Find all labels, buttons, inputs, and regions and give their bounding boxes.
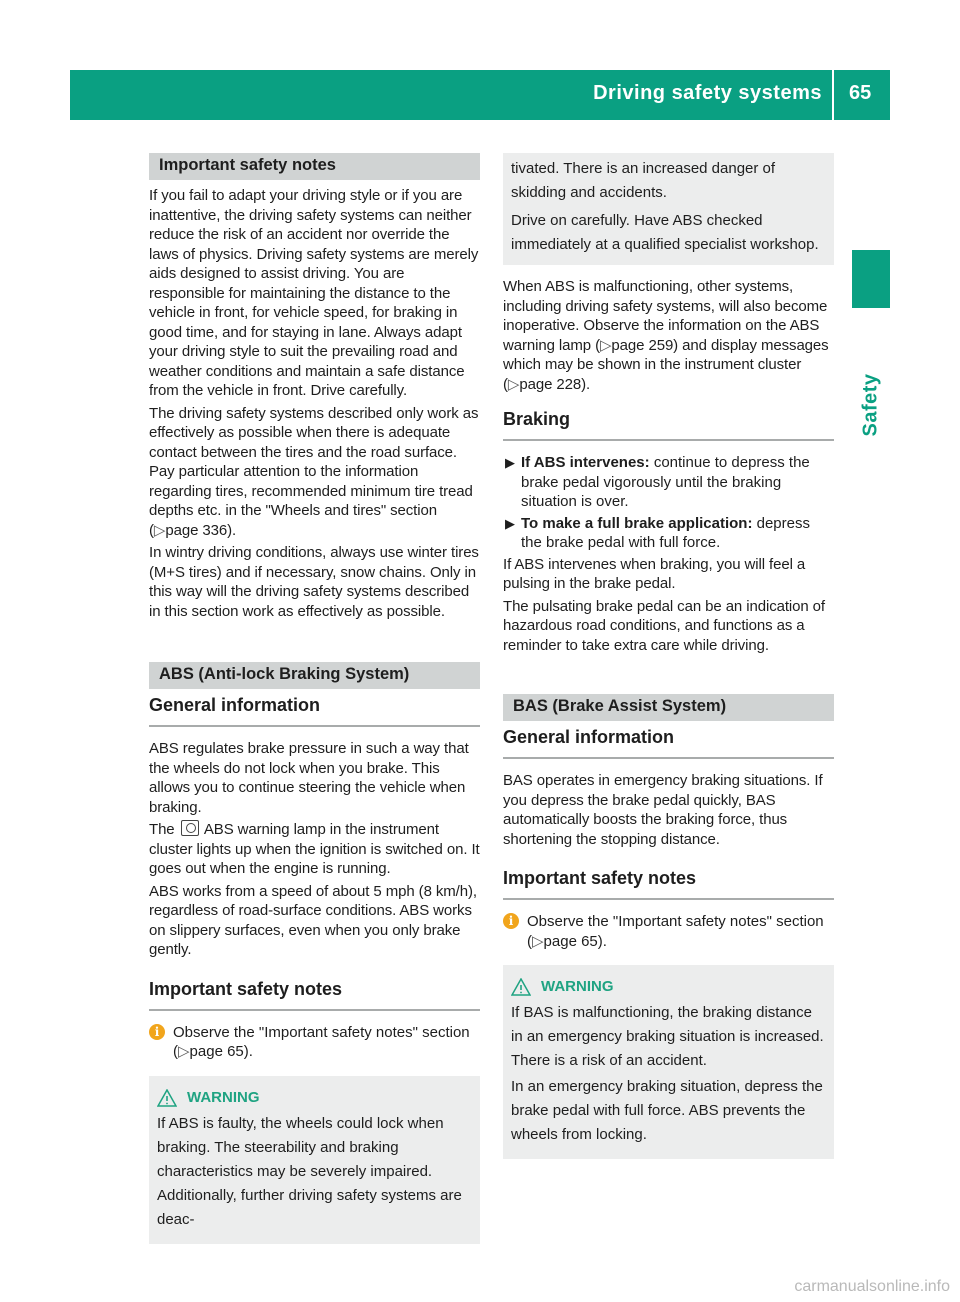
header-separator [832, 70, 834, 120]
paragraph: ABS works from a speed of about 5 mph (8 km/h), regardless of road-surface conditions. ABS works on slippery surfaces, even when you only brake gently. [149, 882, 477, 958]
subheading: General information [149, 695, 480, 727]
paragraph: When ABS is malfunctioning, other systems, including driving safety systems, will also become inoperative. Observe the information on the ABS warning lamp (▷page 259) and display messages which may be shown in the instrument cluster (▷page 228). [503, 278, 829, 393]
step-arrow-icon: ▶ [505, 455, 515, 470]
warning-text: tivated. There is an increased danger of skidding and accidents. [511, 160, 776, 201]
step-item: ▶ To make a full brake application: depress the brake pedal with full force. [505, 514, 810, 551]
page-ref-icon: ▷ [532, 932, 544, 950]
info-note: i Observe the "Important safety notes" section (▷page 65). [149, 1023, 480, 1062]
info-icon: i [503, 913, 519, 929]
warning-box: WARNING If ABS is faulty, the wheels could lock when braking. The steerability and braking characteristics may be severely impaired. Additionally, further driving safety systems are deac- [149, 1076, 480, 1244]
subheading: Important safety notes [503, 868, 834, 900]
step-arrow-icon: ▶ [505, 515, 515, 531]
page-ref-icon: ▷ [599, 336, 612, 354]
side-tab-label: Safety [859, 373, 882, 437]
paragraph: ABS regulates brake pressure in such a way that the wheels do not lock when you brake. This allows you to continue steering the vehicle when braking. [149, 740, 469, 816]
warning-text: If BAS is malfunctioning, the braking distance in an emergency braking situation is increased. There is a risk of an accident. [511, 1004, 824, 1069]
section-heading: ABS (Anti-lock Braking System) [149, 662, 480, 689]
info-note: i Observe the "Important safety notes" section (▷page 65). [503, 912, 834, 951]
paragraph: In wintry driving conditions, always use winter tires (M+S tires) and if necessary, snow chains. Only in this way will the driving safety systems described in this section work as effectively as possible. [149, 544, 479, 620]
page-ref-icon: ▷ [153, 521, 166, 539]
watermark: carmanualsonline.info [794, 1278, 950, 1295]
left-column [149, 153, 480, 1244]
paragraph: If ABS intervenes when braking, you will feel a pulsing in the brake pedal. [503, 555, 806, 592]
subheading: Important safety notes [149, 979, 480, 1011]
paragraph: The pulsating brake pedal can be an indication of hazardous road conditions, and functions as a reminder to take extra care while driving. [503, 597, 825, 654]
subheading: General information [503, 727, 834, 759]
warning-triangle-icon [511, 978, 531, 996]
page-ref-icon: ▷ [178, 1043, 190, 1060]
paragraph: The driving safety systems described only work as effectively as possible when there is adequate contact between the tires and the road surface. Pay particular attention to the information regarding tires, recommended minimum tire tread depths etc. in the "Wheels and tires" section (▷page 336). [149, 404, 479, 539]
step-item: ▶ If ABS intervenes: continue to depress the brake pedal vigorously until the braking situation is over. [505, 454, 810, 510]
warning-text: Drive on carefully. Have ABS checked immediately at a qualified specialist workshop. [511, 212, 819, 253]
paragraph: The ABS warning lamp in the instrument cluster lights up when the ignition is switched on. It goes out when the engine is running. [149, 821, 480, 877]
side-tab-marker [852, 250, 890, 308]
warning-box: WARNING If BAS is malfunctioning, the braking distance in an emergency braking situation is increased. There is a risk of an accident. In an emergency braking situation, depress the brake pedal with full force. ABS prevents the wheels from locking. [503, 965, 834, 1159]
page-number: 65 [849, 82, 872, 104]
paragraph: If you fail to adapt your driving style or if you are inattentive, the driving safety systems can neither reduce the risk of an accident nor override the laws of physics. Driving safety systems are merely aids designed to assist driving. You are responsible for maintaining the distance to the vehicle in front, for vehicle speed, for braking in good time, and for staying in lane. Always adapt your driving style to suit the prevailing road and weather conditions and maintain a safe distance from the vehicle in front. Drive carefully. [149, 187, 479, 399]
abs-warning-icon [181, 820, 199, 836]
section-heading: BAS (Brake Assist System) [503, 694, 834, 721]
subheading: Braking [503, 409, 834, 441]
section-heading: Important safety notes [149, 153, 480, 180]
header-title: Driving safety systems [593, 82, 822, 104]
info-icon: i [149, 1024, 165, 1040]
warning-text: In an emergency braking situation, depress the brake pedal with full force. ABS prevents the wheels from locking. [511, 1078, 823, 1143]
page-ref-icon: ▷ [507, 375, 520, 393]
warning-text: If ABS is faulty, the wheels could lock when braking. The steerability and braking characteristics may be severely impaired. Additionally, further driving safety systems are deac- [157, 1114, 462, 1228]
warning-triangle-icon [157, 1089, 177, 1107]
warning-box-continued [503, 153, 834, 265]
right-column [503, 153, 834, 1159]
paragraph: BAS operates in emergency braking situations. If you depress the brake pedal quickly, BAS automatically boosts the braking force, thus shortening the stopping distance. [503, 772, 823, 848]
